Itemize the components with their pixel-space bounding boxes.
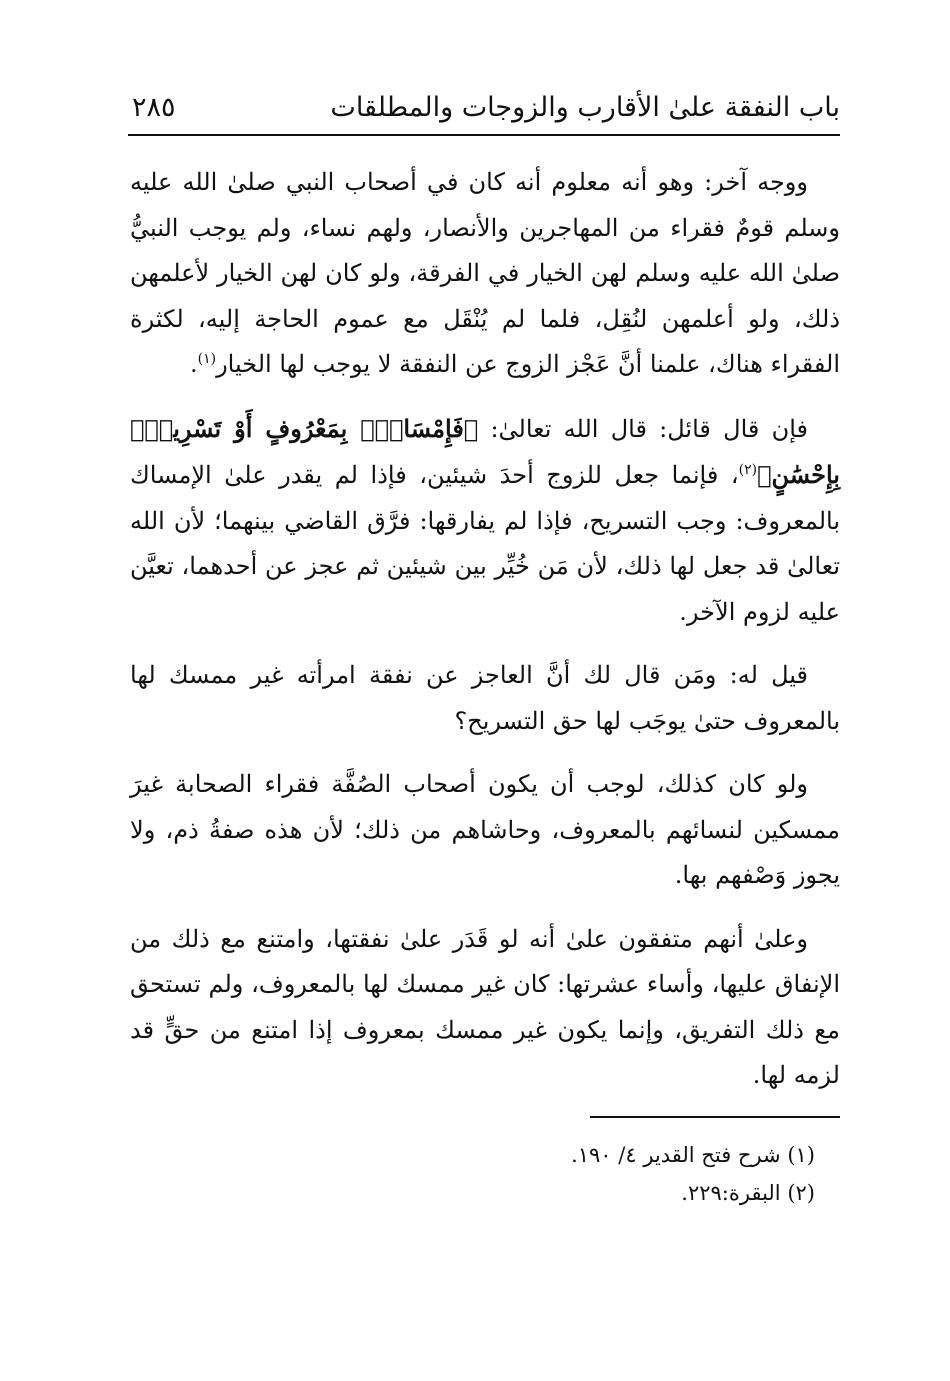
footnote: (٢) البقرة:٢٢٩. — [681, 1181, 815, 1205]
paragraph-text: قيل له: ومَن قال لك أنَّ العاجز عن نفقة امرأته غير ممسك لها بالمعروف حتىٰ يوجَب لها حق التسريح؟ — [130, 661, 840, 735]
paragraph-text: فإن قال قائل: قال الله تعالىٰ: — [478, 414, 809, 443]
paragraph — [130, 160, 840, 388]
header-divider — [128, 134, 840, 136]
paragraph-text: ووجه آخر: وهو أنه معلوم أنه كان في أصحاب النبي صلىٰ الله عليه وسلم قومٌ فقراء من المهاجرين والأنصار، ولهم نساء، ولم يوجب النبيُّ صلىٰ الله عليه وسلم لهن الخيار في الفرقة، ولو كان لهن الخيار لأعلمهن ذلك، ولو أعلمهن لنُقِل، فلما لم يُنْقَل مع عموم الحاجة إليه، لكثرة الفقراء هناك، علمنا أنَّ عَجْز الزوج عن النفقة لا يوجب لها الخيار — [130, 168, 840, 378]
paragraph-text: ولو كان كذلك، لوجب أن يكون أصحاب الصُفَّة فقراء الصحابة غيرَ ممسكين لنسائهم بالمعروف، وحاشاهم من ذلك؛ لأن هذه صفةُ ذم، ولا يجوز وَصْفهم بها. — [130, 770, 840, 889]
paragraph — [130, 917, 840, 1099]
paragraph-text-end: ، فإنما جعل للزوج أحدَ شيئين، فإذا لم يقدر علىٰ الإمساك بالمعروف: وجب التسريح، فإذا لم يفارقها: فرَّق القاضي بينهما؛ لأن الله تعالىٰ قد جعل لها ذلك، لأن مَن خُيِّر بين شيئين ثم عجز عن أحدهما، تعيَّن عليه لزوم الآخر. — [130, 461, 840, 626]
paragraph-text: وعلىٰ أنهم متفقون علىٰ أنه لو قَدَر علىٰ نفقتها، وامتنع مع ذلك من الإنفاق عليها، وأساء عشرتها: كان غير ممسك لها بالمعروف، ولم تستحق مع ذلك التفريق، وإنما يكون غير ممسك بمعروف إذا امتنع من حقٍّ قد لزمه لها. — [130, 924, 840, 1089]
quran-verse: ﴿فَإِمْسَاكٌۢ بِمَعْرُوفٍ أَوْ تَسْرِيحٌۢ بِإِحْسَٰنٍ﴾ — [130, 413, 840, 489]
footnote-ref: (٢) — [738, 462, 758, 478]
main-text — [130, 160, 840, 1117]
chapter-title: باب النفقة علىٰ الأقارب والزوجات والمطلقات — [330, 92, 840, 123]
page-number: ٢٨٥ — [132, 92, 176, 123]
paragraph — [130, 762, 840, 899]
page-header — [128, 88, 840, 132]
footnote: (١) شرح فتح القدير ٤/ ١٩٠. — [571, 1143, 815, 1167]
paragraph-text-end: . — [189, 350, 198, 378]
footnotes — [135, 1136, 815, 1212]
paragraph — [130, 406, 840, 636]
paragraph — [130, 653, 840, 744]
footnote-divider — [590, 1116, 840, 1118]
footnote-ref: (١) — [197, 351, 217, 367]
